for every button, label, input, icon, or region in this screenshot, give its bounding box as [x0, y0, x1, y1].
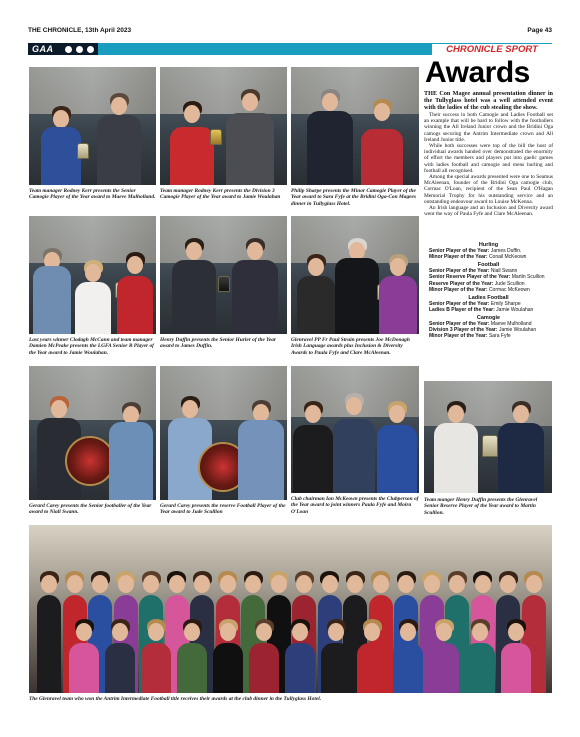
trophy-icon	[218, 276, 230, 292]
caption: Last years winner Clodagh McCann and team manager Damien McPeake presents the LGFA Senior B Player of the Year award to Jamie Woulahan.	[29, 337, 154, 356]
award-category: Camogie	[476, 315, 501, 322]
photo-clodagh-damien-jamie	[29, 216, 156, 334]
award-row: Minor Player of the Year: Sara Fyfe	[429, 333, 511, 340]
caption: Henry Duffin presents the Senior Hurler of the Year award to James Duffin.	[160, 337, 277, 350]
caption: Team manager Rodney Kerr presents the Senior Camogie Player of the Year award to Maeve Mulholland.	[29, 188, 156, 201]
photo-ian-paula-moira	[291, 366, 419, 493]
photo-henry-martin	[424, 381, 552, 493]
award-row: Reserve Player of the Year: Jude Scullion	[429, 280, 525, 287]
caption: Club chairman Ian McKeown presents the Clubperson of the Year award to joint winners Paula Fyfe and Moira O'Loan	[291, 496, 419, 515]
award-category: Football	[477, 262, 500, 269]
photo-henry-james	[160, 216, 287, 334]
photo-philip-sara	[291, 67, 419, 185]
ball-icon	[64, 45, 73, 54]
award-row: Senior Reserve Player of the Year: Martin Scullion	[429, 274, 545, 281]
trophy-icon	[482, 435, 498, 457]
awards-list	[424, 240, 553, 339]
award-row: Ladies B Player of the Year: Jamie Woulahan	[429, 306, 534, 313]
article-body	[424, 90, 553, 217]
photo-gerard-niall	[29, 366, 156, 500]
award-row: Minor Player of the Year: Conail McKeown	[429, 254, 527, 261]
award-category: Hurling	[478, 242, 499, 248]
award-row: Senior Player of the Year: James Duffin.	[429, 248, 522, 255]
caption: Glenravel PP Fr Paul Strain presents Joe McDonagh Irish Language awards plus Inclusion & Diversity Awards to Paula Fyfe and Clare McAleenan.	[291, 337, 410, 356]
photo-rodney-maeve	[29, 67, 156, 185]
ball-icon	[75, 45, 84, 54]
trophy-icon	[210, 129, 222, 145]
award-row: Senior Player of the Year: Niall Swann	[429, 268, 518, 275]
photo-rodney-jamie	[160, 67, 287, 185]
page-headline: Awards	[425, 56, 530, 89]
award-row: Division 3 Player of the Year: Jamie Woulahan	[429, 327, 537, 334]
caption: Team manger Henry Duffin presents the Glenravel Senior Reserve Player of the Year award to Martin Scullion.	[424, 497, 538, 516]
article-paragraph: An Irish language and an Inclusion and Diversity award went the way of Paula Fyfe and Clare McAleenan.	[424, 205, 553, 218]
caption: Gerard Carey presents the Senior footballer of the Year award to Niall Swann.	[29, 503, 152, 516]
article-lead: THE Con Magee annual presentation dinner in the Tullyglass hotel was a well attended event with the ladies of the cub stealing the show.	[424, 90, 553, 111]
section-label: CHRONICLE SPORT	[430, 44, 552, 55]
award-row: Senior Player of the Year: Emily Sharpe	[429, 300, 521, 307]
gaa-tag	[28, 43, 98, 55]
caption: Team manager Rodney Kerr presents the Division 3 Camogie Player of the Year award to Jamie Woulahan	[160, 188, 281, 201]
article-paragraph: While both successes were top of the bill the host of individual awards handed over demonstrated the enormity of effort the members and players put into gaelic games with ladies football and camogie and mens hurling and football all recognised.	[424, 143, 553, 174]
caption: Gerard Carey presents the reserve Football Player of the Year award to Jude Scullion	[160, 503, 286, 516]
caption: The Glenravel team who won the Antrim Intermediate Football title receives their awards at the club dinner in the Tullyglass Hotel.	[29, 696, 322, 702]
shield-trophy-icon	[65, 436, 115, 486]
caption: Philip Sharpe presents the Minor Camogie Player of the Year award to Sara Fyfe at the Bridini Oga-Con Magees dinner in Tullyglass Hotel.	[291, 188, 417, 207]
masthead-date: THE CHRONICLE, 13th April 2023	[28, 27, 132, 34]
masthead	[28, 27, 552, 37]
photo-gerard-jude	[160, 366, 287, 500]
award-category: Ladies Football	[468, 294, 509, 301]
ball-icon	[86, 45, 95, 54]
page-number: Page 43	[527, 27, 552, 34]
team-photo	[29, 525, 552, 693]
article-paragraph: Their success in both Camogie and Ladies Football set an example that will be hard to follow with the footballers winning the All Ireland Junior crown and the Bridini Oga camogs securing the Antrim Intermediate crown and All Ireland Junior title.	[424, 112, 553, 143]
trophy-icon	[77, 143, 89, 159]
photo-fr-paul-strain	[291, 216, 419, 334]
award-row: Senior Player of the Year: Maeve Mulholland	[429, 321, 532, 328]
gaa-label: GAA	[32, 44, 54, 54]
award-row: Minor Player of the Year: Cormac McKeown	[429, 286, 530, 293]
article-paragraph: Among the special awards presented were one to Seamus McAleenan, founder of the Bridini Oga camogie club, Cormac O'Loan, recipient of the Sean Paul O'Hagan Memorial Trophy for his outstanding service and an outstanding endeavour award to Louise McKenna.	[424, 174, 553, 205]
